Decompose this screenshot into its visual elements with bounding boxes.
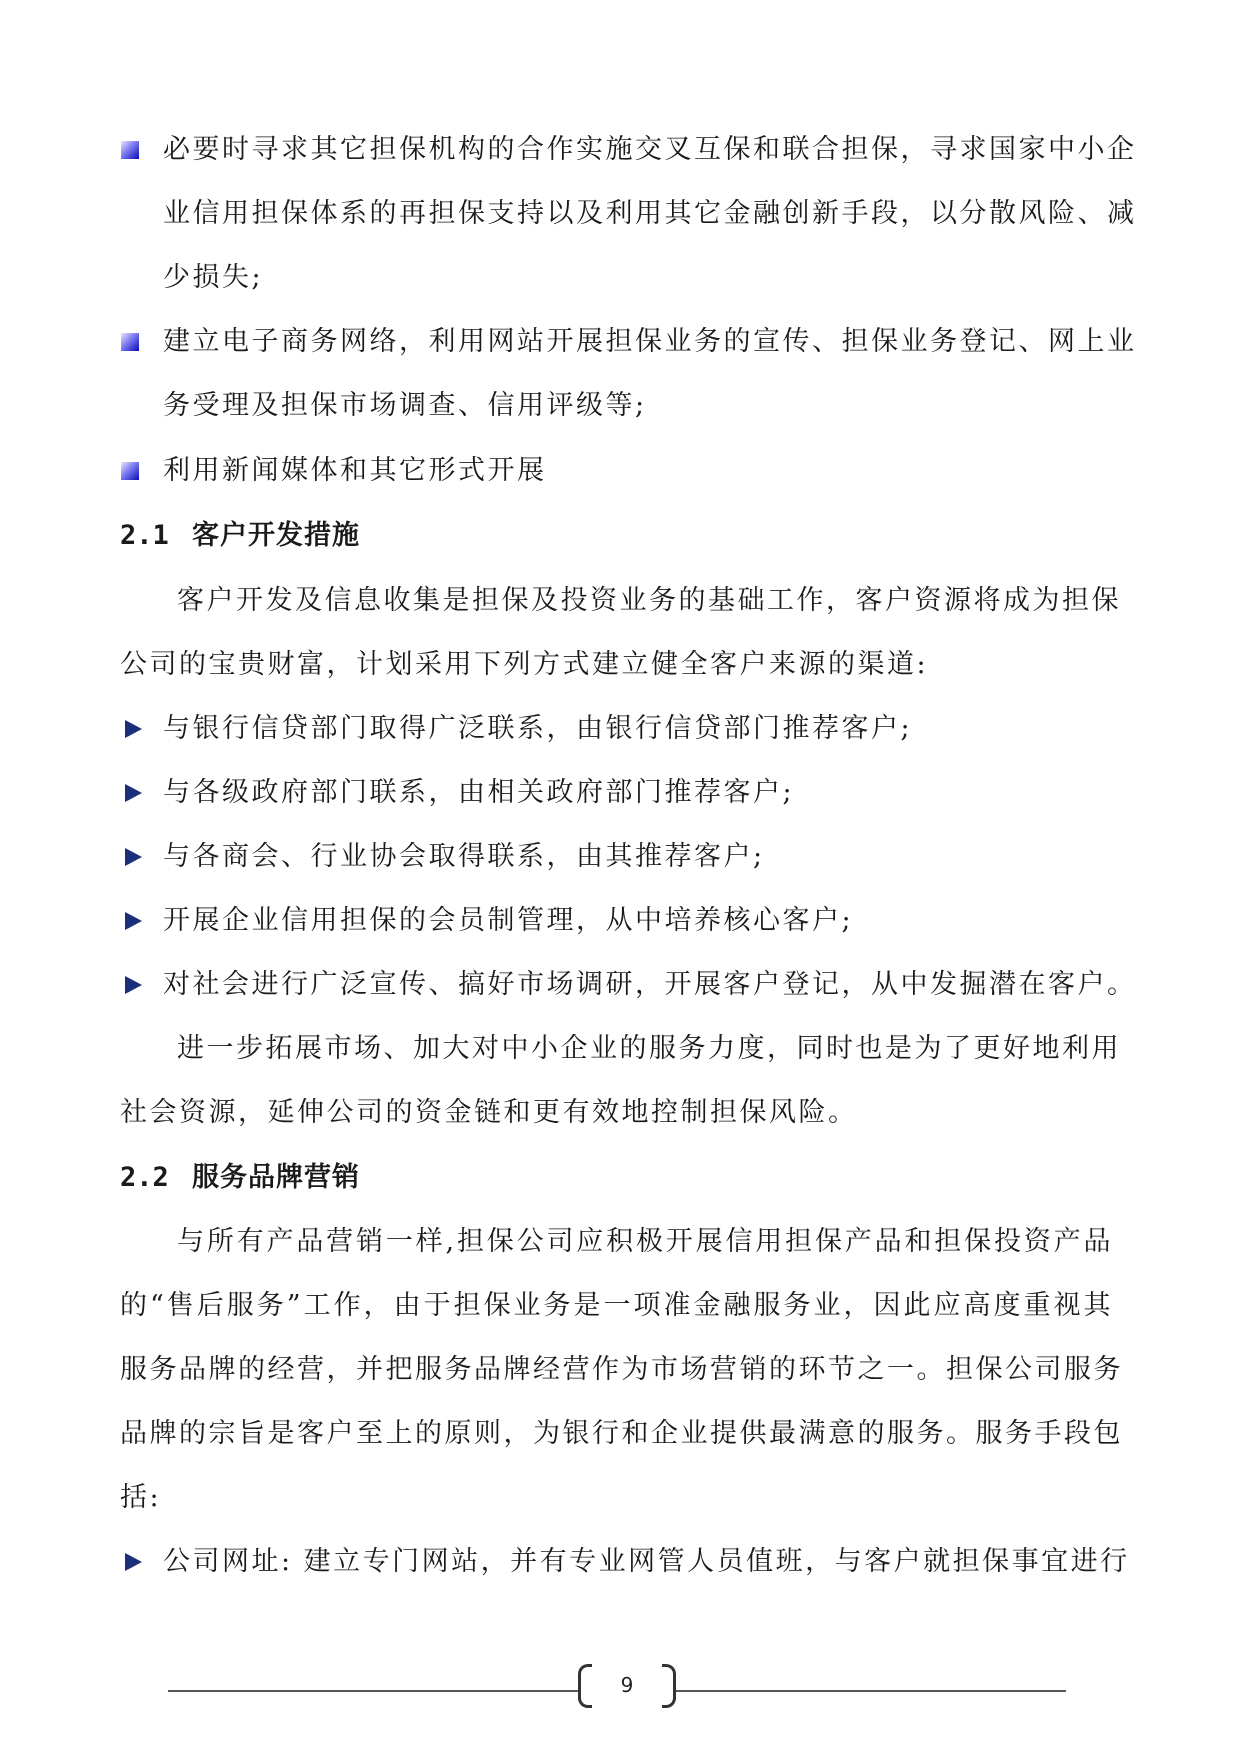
section-number: 2.1 xyxy=(120,520,169,551)
paragraph-line xyxy=(0,1224,1241,1260)
left-brace-icon xyxy=(578,1664,592,1708)
bullet-text: 务受理及担保市场调查、信用评级等; xyxy=(163,390,647,421)
list-item xyxy=(0,711,1241,747)
paragraph-line xyxy=(0,1288,1241,1324)
paragraph-line xyxy=(0,1480,1241,1516)
list-item xyxy=(0,775,1241,811)
list-item xyxy=(0,839,1241,875)
paragraph-line xyxy=(0,583,1241,619)
list-item xyxy=(0,1544,1241,1580)
paragraph-text: 与所有产品营销一样,担保公司应积极开展信用担保产品和担保投资产品 xyxy=(177,1226,1113,1257)
list-item-text: 公司网址: 建立专门网站，并有专业网管人员值班，与客户就担保事宜进行 xyxy=(163,1546,1130,1577)
text-line xyxy=(0,388,1241,424)
bullet-text: 必要时寻求其它担保机构的合作实施交叉互保和联合担保，寻求国家中小企 xyxy=(163,134,1137,165)
footer-rule-right xyxy=(676,1690,1066,1692)
paragraph-text: 客户开发及信息收集是担保及投资业务的基础工作，客户资源将成为担保 xyxy=(177,585,1121,616)
footer-rule-left xyxy=(168,1690,578,1692)
bullet-text: 建立电子商务网络，利用网站开展担保业务的宣传、担保业务登记、网上业 xyxy=(163,326,1137,357)
paragraph-text: 的“售后服务”工作，由于担保业务是一项准金融服务业，因此应高度重视其 xyxy=(120,1290,1113,1321)
list-item xyxy=(0,903,1241,939)
paragraph-text: 公司的宝贵财富，计划采用下列方式建立健全客户来源的渠道: xyxy=(120,649,929,680)
paragraph-line xyxy=(0,1031,1241,1067)
text-line xyxy=(0,196,1241,232)
text-line xyxy=(0,324,1241,360)
bullet-text: 利用新闻媒体和其它形式开展 xyxy=(163,455,547,486)
section-heading xyxy=(0,518,1241,554)
paragraph-text: 进一步拓展市场、加大对中小企业的服务力度，同时也是为了更好地利用 xyxy=(177,1033,1121,1064)
text-line xyxy=(0,453,1241,489)
paragraph-text: 社会资源，延伸公司的资金链和更有效地控制担保风险。 xyxy=(120,1097,858,1128)
bullet-text: 少损失; xyxy=(163,262,264,293)
paragraph-text: 服务品牌的经营，并把服务品牌经营作为市场营销的环节之一。担保公司服务 xyxy=(120,1354,1123,1385)
list-item xyxy=(0,967,1241,1003)
section-title: 客户开发措施 xyxy=(192,520,360,551)
text-line xyxy=(0,260,1241,296)
bullet-text: 业信用担保体系的再担保支持以及利用其它金融创新手段，以分散风险、减 xyxy=(163,198,1137,229)
list-item-text: 对社会进行广泛宣传、搞好市场调研，开展客户登记，从中发掘潜在客户。 xyxy=(163,969,1137,1000)
page-number: 9 xyxy=(620,1673,634,1697)
paragraph-line xyxy=(0,1352,1241,1388)
list-item-text: 与各级政府部门联系，由相关政府部门推荐客户; xyxy=(163,777,795,808)
list-item-text: 与各商会、行业协会取得联系，由其推荐客户; xyxy=(163,841,765,872)
text-line xyxy=(0,132,1241,168)
paragraph-text: 品牌的宗旨是客户至上的原则，为银行和企业提供最满意的服务。服务手段包 xyxy=(120,1418,1123,1449)
paragraph-line xyxy=(0,1416,1241,1452)
right-brace-icon xyxy=(662,1664,676,1708)
paragraph-text: 括: xyxy=(120,1482,162,1513)
list-item-text: 开展企业信用担保的会员制管理，从中培养核心客户; xyxy=(163,905,854,936)
list-item-text: 与银行信贷部门取得广泛联系，由银行信贷部门推荐客户; xyxy=(163,713,913,744)
section-number: 2.2 xyxy=(120,1162,169,1193)
section-title: 服务品牌营销 xyxy=(192,1162,360,1193)
paragraph-line xyxy=(0,647,1241,683)
section-heading xyxy=(0,1160,1241,1196)
paragraph-line xyxy=(0,1095,1241,1131)
